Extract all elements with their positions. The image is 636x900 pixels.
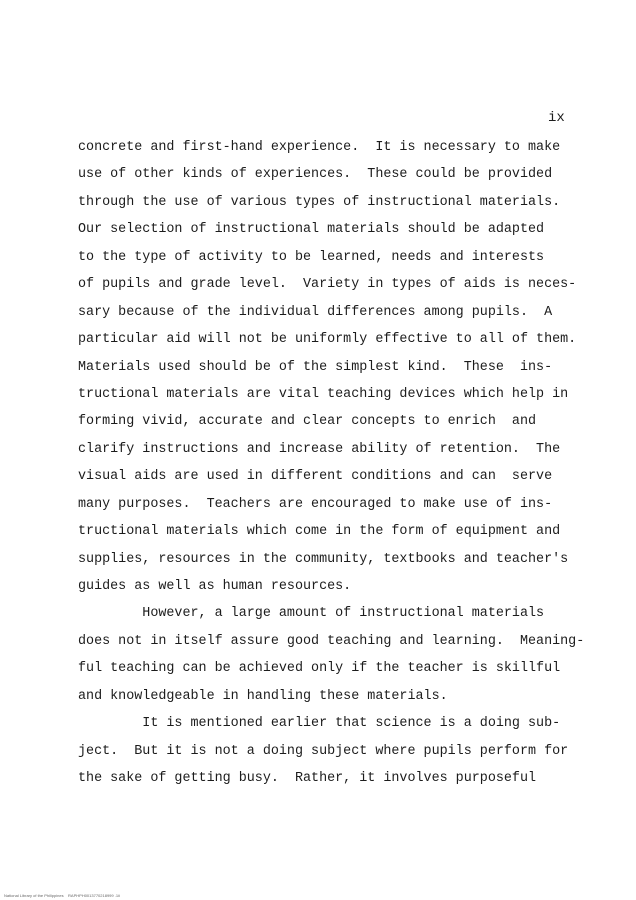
text-line: tructional materials which come in the form of equipment and bbox=[78, 524, 561, 540]
text-line: the sake of getting busy. Rather, it involves purposeful bbox=[78, 771, 537, 787]
text-line: sary because of the individual differences among pupils. A bbox=[78, 304, 553, 320]
text-line: It is mentioned earlier that science is a doing sub- bbox=[78, 716, 561, 732]
text-line: to the type of activity to be learned, needs and interests bbox=[78, 249, 545, 265]
text-line: particular aid will not be uniformly effective to all of them. bbox=[78, 332, 577, 348]
text-line: and knowledgeable in handling these materials. bbox=[78, 688, 448, 704]
text-line: Materials used should be of the simplest kind. These ins- bbox=[78, 359, 553, 375]
text-line: tructional materials are vital teaching devices which help in bbox=[78, 386, 569, 402]
text-line: clarify instructions and increase ability of retention. The bbox=[78, 441, 561, 457]
body-text bbox=[78, 134, 598, 793]
text-line: Our selection of instructional materials should be adapted bbox=[78, 222, 545, 238]
text-line: supplies, resources in the community, textbooks and teacher's bbox=[78, 551, 569, 567]
text-line: use of other kinds of experiences. These could be provided bbox=[78, 167, 553, 183]
text-line: guides as well as human resources. bbox=[78, 579, 352, 594]
text-line: of pupils and grade level. Variety in types of aids is neces- bbox=[78, 277, 577, 293]
page-number: ix bbox=[548, 110, 565, 126]
text-line: many purposes. Teachers are encouraged to make use of ins- bbox=[78, 496, 553, 512]
text-line: ject. But it is not a doing subject where pupils perform for bbox=[78, 743, 569, 759]
text-line: forming vivid, accurate and clear concepts to enrich and bbox=[78, 414, 537, 430]
text-line: visual aids are used in different conditions and can serve bbox=[78, 469, 553, 485]
text-line: However, a large amount of instructional materials bbox=[78, 606, 545, 622]
text-line: ful teaching can be achieved only if the teacher is skillful bbox=[78, 661, 561, 677]
text-line: does not in itself assure good teaching and learning. Meaning- bbox=[78, 633, 585, 649]
library-footer-note: National Library of the Philippines RAPHPH0013770218999 .1ii bbox=[4, 893, 120, 898]
text-line: through the use of various types of instructional materials. bbox=[78, 194, 561, 210]
text-line: concrete and first-hand experience. It is necessary to make bbox=[78, 140, 561, 155]
